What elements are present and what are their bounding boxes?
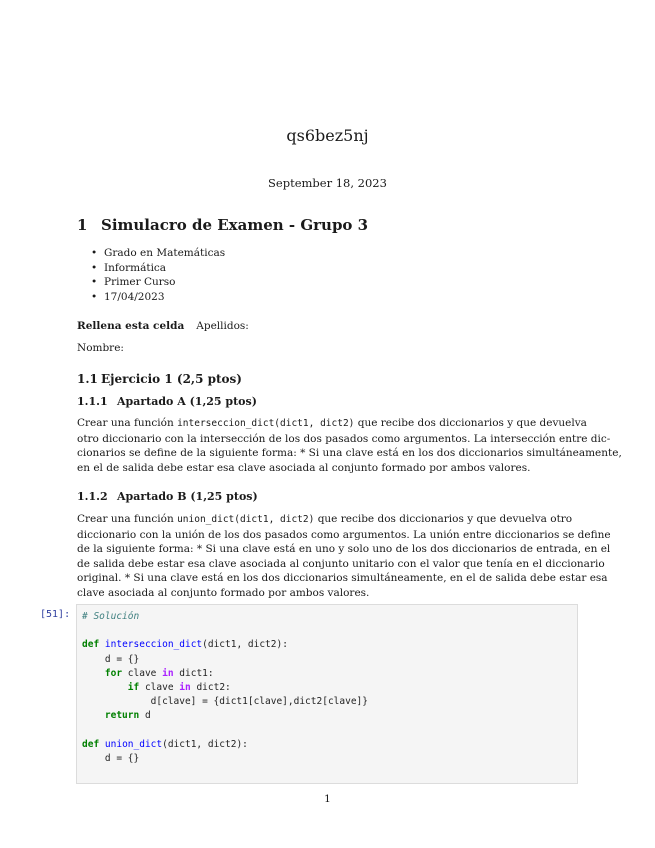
code-token: d = {}: [82, 653, 140, 665]
paragraph-line: original. * Si una clave está en los dos diccionarios simultáneamente, en el de salida debe estar esa: [77, 572, 608, 584]
code-token: def: [82, 738, 100, 750]
code-token: [82, 710, 105, 721]
inline-code: union_dict(dict1, dict2): [177, 514, 315, 525]
code-token: def: [82, 639, 100, 651]
code-token: # Solución: [82, 611, 140, 622]
fill-cell-line: [77, 320, 249, 332]
code-token: clave: [122, 667, 163, 679]
code-token: for: [104, 667, 123, 679]
code-line: [82, 724, 577, 738]
apartado-b-title: Apartado B (1,25 ptos): [117, 490, 258, 503]
page-number: 1: [324, 793, 331, 805]
bullet-item: • Primer Curso: [92, 275, 225, 290]
inline-code: interseccion_dict(dict1, dict2): [177, 418, 355, 429]
code-token: interseccion_dict: [104, 639, 203, 651]
paragraph-line: de la siguiente forma: * Si una clave está en uno y solo uno de los dos diccionarios de entrada, en el: [77, 543, 611, 555]
code-token: [82, 682, 128, 693]
apartado-a-number: 1.1.1: [77, 395, 108, 408]
nombre-label: Nombre:: [77, 342, 124, 354]
code-token: return: [104, 710, 140, 722]
code-token: clave: [139, 682, 180, 693]
paragraph-line: diccionario con la unión de los dos pasados como argumentos. La unión entre diccionarios se define: [77, 528, 611, 541]
code-token: d: [139, 710, 151, 722]
code-token: if: [127, 682, 140, 693]
paragraph-line: Crear una función union_dict(dict1, dict2) que recibe dos diccionarios y que devuelva otro: [77, 513, 573, 525]
code-token: in: [179, 682, 191, 693]
code-line: [82, 624, 577, 638]
cell-prompt: [51]:: [40, 609, 71, 620]
section-number: 1: [77, 216, 88, 234]
fill-cell-label: Rellena esta celda: [77, 320, 185, 332]
code-block: [77, 605, 577, 766]
code-token: union_dict: [104, 738, 163, 750]
section-title: Simulacro de Examen - Grupo 3: [101, 216, 369, 234]
apellidos-label: Apellidos:: [196, 320, 249, 332]
code-token: [82, 668, 105, 679]
code-token: in: [162, 667, 174, 679]
subsection-heading: [77, 372, 242, 386]
document-title: qs6bez5nj: [286, 126, 369, 145]
code-line: [82, 738, 577, 752]
code-token: dict1:: [173, 667, 214, 679]
apartado-b-paragraph: [77, 512, 611, 600]
code-line: [82, 752, 577, 766]
subsection-number: 1.1: [77, 372, 98, 386]
code-line: [82, 709, 577, 723]
apartado-a-title: Apartado A (1,25 ptos): [117, 395, 257, 408]
bullet-item: • Informática: [92, 261, 225, 276]
code-line: [82, 667, 577, 681]
code-token: d = {}: [82, 753, 140, 764]
code-token: dict2:: [190, 682, 231, 693]
bullet-item: • Grado en Matemáticas: [92, 246, 225, 261]
code-token: (dict1, dict2):: [162, 738, 248, 750]
apartado-b-number: 1.1.2: [77, 490, 108, 503]
code-line: [82, 653, 577, 667]
document-date: September 18, 2023: [268, 176, 387, 190]
apartado-a-heading: [77, 395, 257, 408]
bullet-item: • 17/04/2023: [92, 290, 225, 305]
section-heading: [77, 216, 368, 234]
paragraph-line: de salida debe estar esa clave asociada al conjunto unitario con el valor que tenía en el diccionario: [77, 557, 605, 570]
subsection-title: Ejercicio 1 (2,5 ptos): [101, 372, 242, 386]
code-line: [82, 695, 577, 709]
apartado-b-heading: [77, 490, 258, 503]
code-line: [82, 681, 577, 695]
paragraph-line: clave asociada al conjunto formado por ambos valores.: [77, 586, 370, 599]
code-cell[interactable]: [76, 604, 578, 784]
paragraph-line: cionarios se define de la siguiente forma: * Si una clave está en los dos diccionarios simultáneamente,: [77, 447, 622, 459]
code-line: [82, 638, 577, 652]
info-bullet-list: [92, 246, 225, 304]
paragraph-line: Crear una función interseccion_dict(dict1, dict2) que recibe dos diccionarios y que devuelva: [77, 417, 587, 429]
paragraph-line: otro diccionario con la intersección de los dos pasados como argumentos. La intersección entre dic-: [77, 432, 611, 445]
code-token: (dict1, dict2):: [202, 639, 288, 651]
paragraph-line: en el de salida debe estar esa clave asociada al conjunto formado por ambos valores.: [77, 461, 531, 474]
code-token: d[clave] = {dict1[clave],dict2[clave]}: [82, 696, 368, 708]
code-line: [82, 610, 577, 624]
apartado-a-paragraph: [77, 416, 622, 475]
